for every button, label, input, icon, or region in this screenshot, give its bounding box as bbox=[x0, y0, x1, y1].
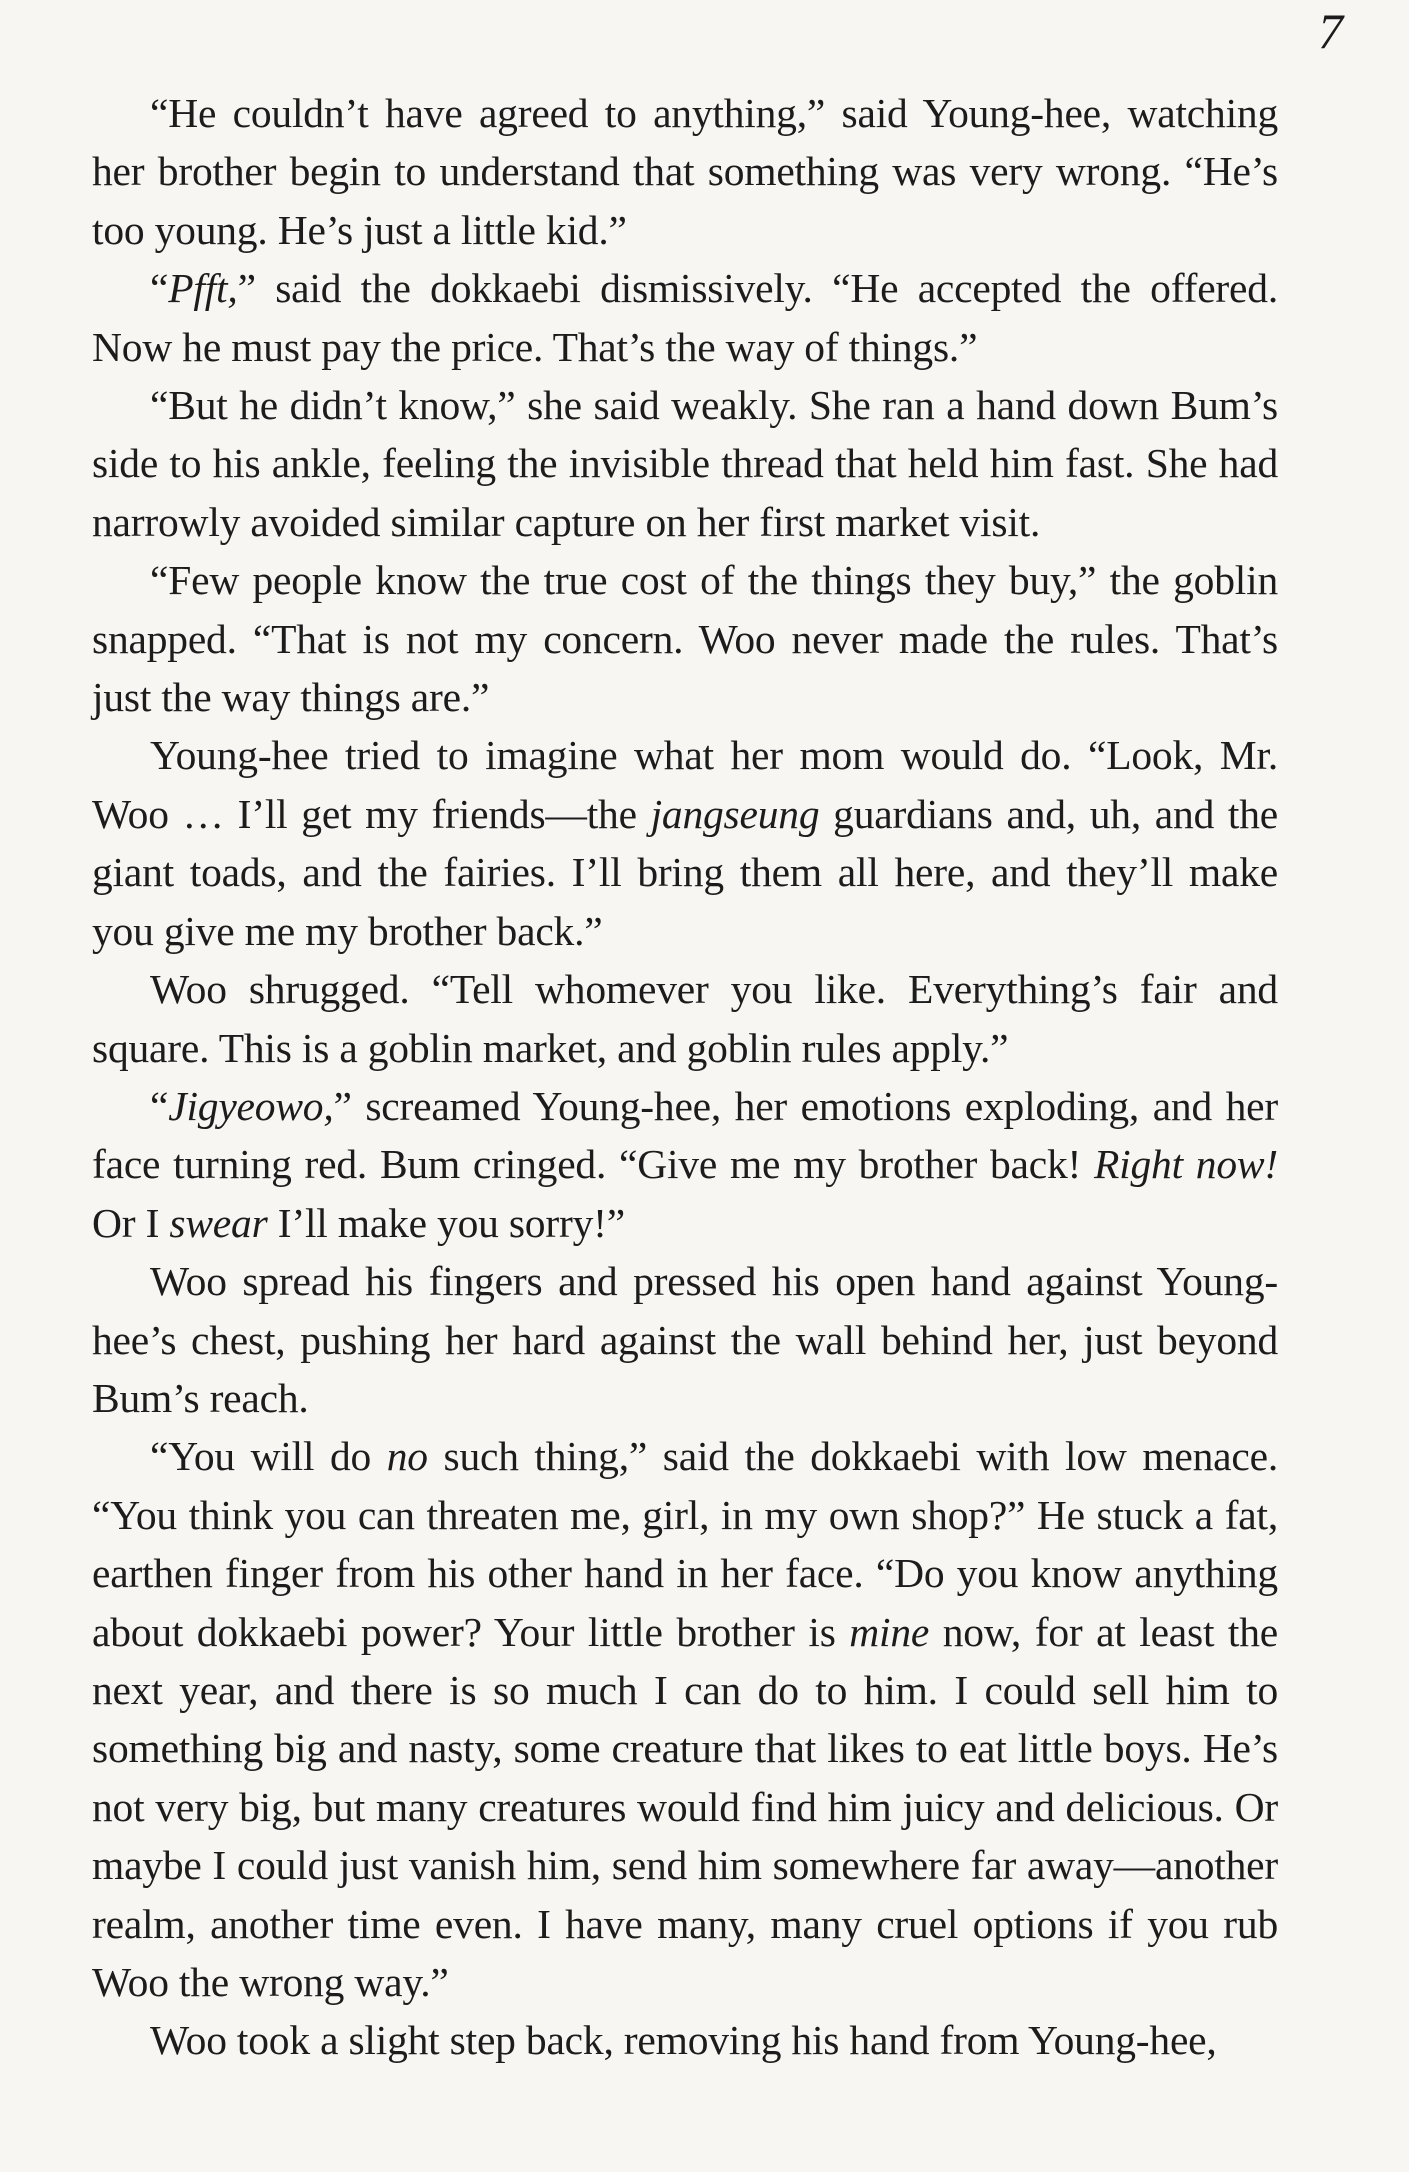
paragraph bbox=[92, 259, 1278, 376]
text-run: I’ll make you sorry!” bbox=[267, 1199, 625, 1246]
italic-text-run: Pfft, bbox=[168, 265, 238, 312]
italic-text-run: mine bbox=[849, 1608, 930, 1655]
text-run: “Few people know the true cost of the things they buy,” the goblin snapped. “That is not my concern. Woo never made the rules. That’s just the way things are.” bbox=[92, 557, 1278, 721]
paragraph bbox=[92, 960, 1278, 1077]
text-run: now, for at least the next year, and there is so much I can do to him. I could sell him to something big and nasty, some creature that likes to eat little boys. He’s not very big, but many creatures would find him juicy and delicious. Or maybe I could just vanish him, send him somewhere far away—another realm, another time even. I have many, many cruel options if you rub Woo the wrong way.” bbox=[92, 1608, 1278, 2005]
body-text bbox=[92, 84, 1278, 2070]
italic-text-run: Right now! bbox=[1094, 1141, 1278, 1188]
text-run: “You will do bbox=[150, 1433, 387, 1480]
text-run: Woo took a slight step back, removing his hand from Young-hee, bbox=[150, 2017, 1217, 2064]
page-number: 7 bbox=[1318, 3, 1343, 59]
text-run: Young-hee tried to imagine what her mom would do. “Look, Mr. Woo … I’ll get my friends—the bbox=[92, 732, 1278, 837]
paragraph bbox=[92, 1077, 1278, 1252]
text-run: Woo shrugged. “Tell whomever you like. Everything’s fair and square. This is a goblin market, and goblin rules apply.” bbox=[92, 966, 1278, 1071]
italic-text-run: swear bbox=[169, 1199, 268, 1246]
paragraph bbox=[92, 2011, 1278, 2069]
paragraph bbox=[92, 376, 1278, 551]
text-run: “But he didn’t know,” she said weakly. She ran a hand down Bum’s side to his ankle, feeling the invisible thread that held him fast. She had narrowly avoided similar capture on her first market visit. bbox=[92, 382, 1278, 545]
text-run: “ bbox=[150, 1082, 169, 1129]
paragraph bbox=[92, 84, 1278, 259]
italic-text-run: no bbox=[386, 1433, 428, 1480]
text-run: ” screamed Young-hee, her emotions exploding, and her face turning red. Bum cringed. “Give me my brother back! bbox=[92, 1082, 1278, 1188]
text-run: ” said the dokkaebi dismissively. “He accepted the offered. Now he must pay the price. That’s the way of things.” bbox=[92, 265, 1278, 370]
text-run: guardians and, uh, and the giant toads, and the fairies. I’ll bring them all here, and they’ll make you give me my brother back.” bbox=[92, 790, 1278, 954]
italic-text-run: Jigyeowo, bbox=[168, 1082, 334, 1129]
text-run: such thing,” said the dokkaebi with low menace. “You think you can threaten me, girl, in my own shop?” He stuck a fat, earthen finger from his other hand in her face. “Do you know anything about dokkaebi power? Your little brother is bbox=[92, 1433, 1279, 1655]
italic-text-run: jangseung bbox=[650, 790, 820, 837]
text-run: Woo spread his fingers and pressed his open hand against Young-hee’s chest, pushing her hard against the wall behind her, just beyond Bum’s reach. bbox=[92, 1258, 1278, 1421]
text-run: “ bbox=[150, 265, 169, 312]
paragraph bbox=[92, 1427, 1278, 2011]
text-run: “He couldn’t have agreed to anything,” said Young-hee, watching her brother begin to understand that something was very wrong. “He’s too young. He’s just a little kid.” bbox=[92, 90, 1278, 253]
paragraph bbox=[92, 726, 1278, 960]
paragraph bbox=[92, 1252, 1278, 1427]
text-run: Or I bbox=[92, 1199, 170, 1246]
paragraph bbox=[92, 551, 1278, 726]
